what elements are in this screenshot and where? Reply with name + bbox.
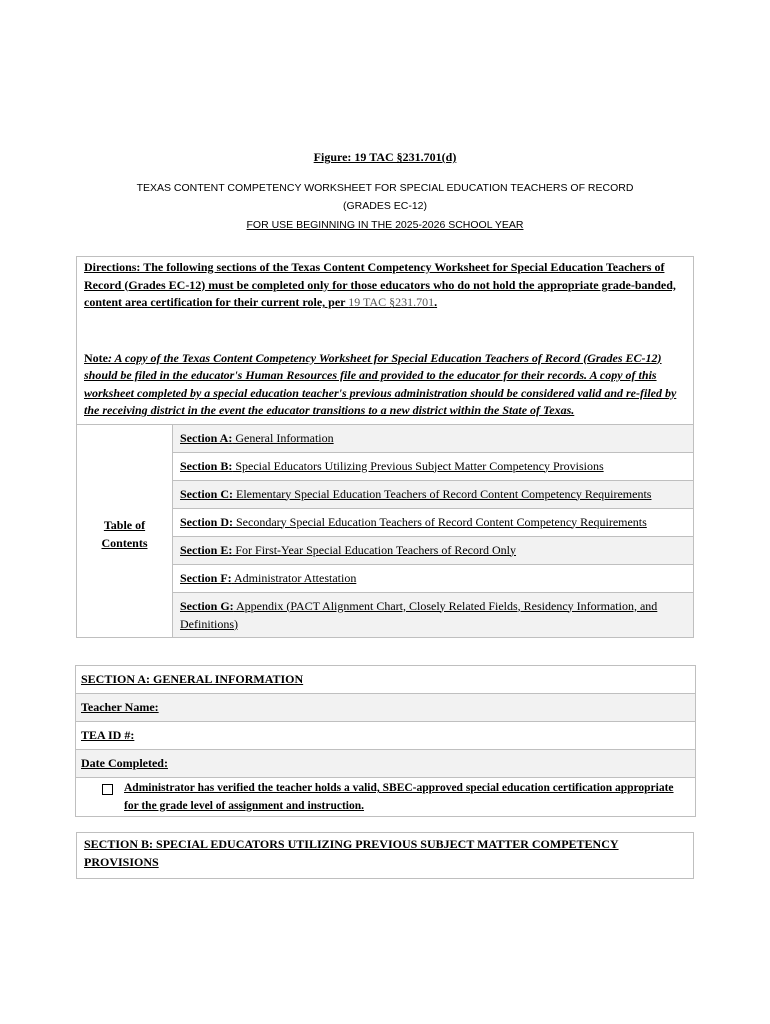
toc-item-section-c[interactable]	[173, 481, 693, 509]
worksheet-title: TEXAS CONTENT COMPETENCY WORKSHEET FOR SPECIAL EDUCATION TEACHERS OF RECORD	[136, 182, 634, 194]
toc-section-label: Section E:	[180, 542, 233, 557]
toc-section-title: Secondary Special Education Teachers of Record Content Competency Requirements	[233, 514, 647, 529]
toc-label-line1: Table of	[103, 517, 146, 532]
verification-text: Administrator has verified the teacher holds a valid, SBEC-approved special education certification appropriate for the grade level of assignment and instruction.	[124, 782, 674, 812]
worksheet-school-year: FOR USE BEGINNING IN THE 2025-2026 SCHOOL YEAR	[246, 219, 524, 231]
worksheet-grades: (GRADES EC-12)	[342, 200, 427, 212]
toc-label-line2: Contents	[101, 535, 148, 550]
table-of-contents	[77, 424, 693, 637]
note-paragraph	[84, 350, 686, 420]
toc-label	[77, 425, 173, 637]
toc-item-section-g[interactable]	[173, 593, 693, 637]
tea-id-field[interactable]: TEA ID #:	[76, 722, 695, 750]
toc-item-section-b[interactable]	[173, 453, 693, 481]
toc-section-label: Section F:	[180, 570, 232, 585]
directions-cell	[77, 257, 693, 424]
tac-link[interactable]: 19 TAC §231.701	[348, 295, 435, 309]
section-a-title: SECTION A: GENERAL INFORMATION	[76, 666, 695, 694]
figure-title: Figure: 19 TAC §231.701(d)	[313, 150, 457, 164]
directions-table	[76, 256, 694, 638]
directions-text: Directions: The following sections of the Texas Content Competency Worksheet for Special Education Teachers of Record (Grades EC-12) must be completed only for those educators who do not hold the appropriate grade-banded, content area certification for their current role, per	[84, 260, 676, 309]
toc-item-section-f[interactable]	[173, 565, 693, 593]
toc-section-label: Section D:	[180, 514, 233, 529]
toc-section-title: For First-Year Special Education Teachers of Record Only	[232, 542, 516, 557]
toc-section-title: Administrator Attestation	[231, 570, 357, 585]
teacher-name-field[interactable]: Teacher Name:	[76, 694, 695, 722]
toc-list	[173, 425, 693, 637]
verification-checkbox[interactable]	[102, 784, 113, 795]
toc-section-title: Appendix (PACT Alignment Chart, Closely Related Fields, Residency Information, and Definitions)	[180, 598, 658, 631]
note-text: : A copy of the Texas Content Competency Worksheet for Special Education Teachers of Record (Grades EC-12) should be filed in the educator's Human Resources file and provided to the educator for their records. A copy of this worksheet completed by a special education teacher's previous administration should be considered valid and re-filed by the receiving district in the event the educator transitions to a new district within the State of Texas.	[84, 350, 677, 417]
toc-item-section-a[interactable]	[173, 425, 693, 453]
toc-section-title: Elementary Special Education Teachers of Record Content Competency Requirements	[233, 486, 652, 501]
toc-section-label: Section G:	[180, 598, 234, 613]
toc-section-title: General Information	[232, 430, 334, 445]
section-b-title: SECTION B: SPECIAL EDUCATORS UTILIZING PREVIOUS SUBJECT MATTER COMPETENCY PROVISIONS	[76, 832, 694, 879]
toc-section-title: Special Educators Utilizing Previous Subject Matter Competency Provisions	[232, 458, 604, 473]
section-a-table	[75, 665, 696, 817]
toc-item-section-e[interactable]	[173, 537, 693, 565]
toc-item-section-d[interactable]	[173, 509, 693, 537]
toc-section-label: Section B:	[180, 458, 233, 473]
toc-section-label: Section A:	[180, 430, 233, 445]
directions-paragraph	[84, 259, 686, 312]
toc-section-label: Section C:	[180, 486, 233, 501]
date-completed-field[interactable]: Date Completed:	[76, 750, 695, 778]
note-label: Note	[84, 350, 108, 365]
certification-verification	[76, 778, 695, 816]
directions-end: .	[434, 295, 438, 309]
